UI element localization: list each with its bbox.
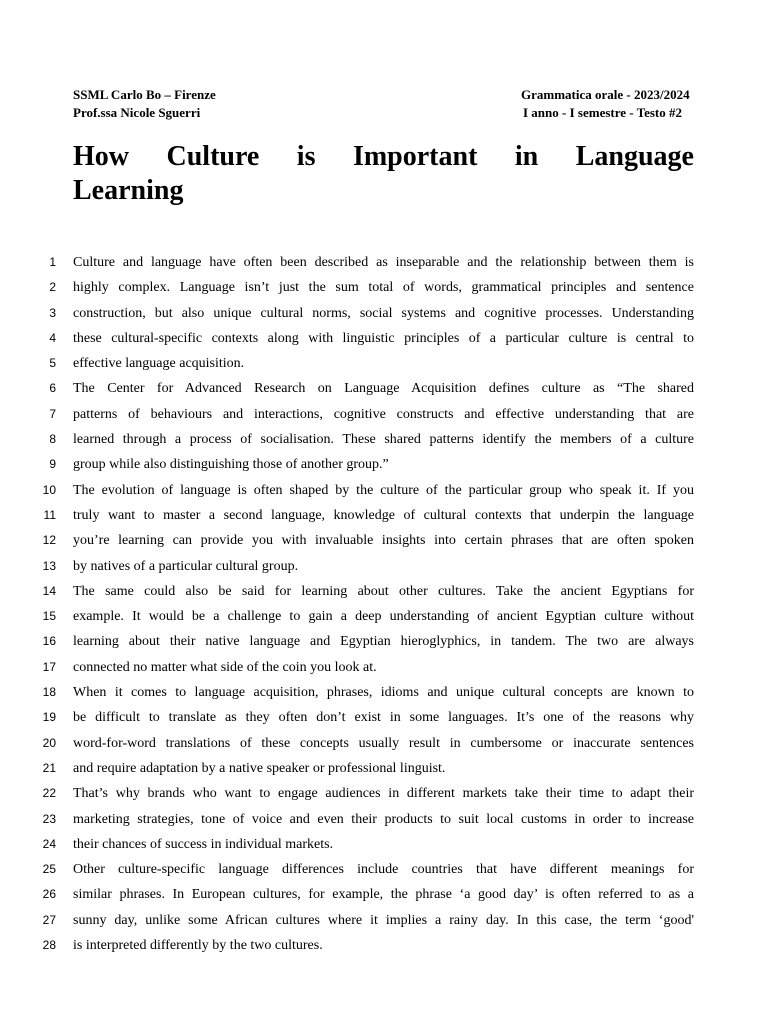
text-line <box>0 326 768 351</box>
line-number: 5 <box>49 356 56 371</box>
line-text: is interpreted differently by the two cultures. <box>73 938 323 954</box>
line-number: 4 <box>49 330 56 345</box>
line-number: 20 <box>42 735 56 750</box>
line-text: patterns of behaviours and interactions, cognitive constructs and effective understanding that are <box>73 406 694 422</box>
line-text: group while also distinguishing those of another group.” <box>73 457 389 473</box>
line-number: 14 <box>42 583 56 598</box>
line-text: That’s why brands who want to engage audiences in different markets take their time to adapt their <box>73 786 694 802</box>
text-line <box>0 579 768 604</box>
school-name: SSML Carlo Bo – Firenze <box>73 87 216 102</box>
line-number: 23 <box>42 811 56 826</box>
line-number: 22 <box>42 786 56 801</box>
line-text: example. It would be a challenge to gain a deep understanding of ancient Egyptian culture without <box>73 609 694 625</box>
line-text: connected no matter what side of the coin you look at. <box>73 659 377 675</box>
line-text: by natives of a particular cultural group. <box>73 558 299 574</box>
line-number: 15 <box>42 609 56 624</box>
line-text: similar phrases. In European cultures, for example, the phrase ‘a good day’ is often referred to as a <box>73 887 694 903</box>
line-number: 24 <box>42 836 56 851</box>
text-line <box>0 402 768 427</box>
line-text: their chances of success in individual markets. <box>73 836 334 852</box>
text-line <box>0 376 768 401</box>
line-text: effective language acquisition. <box>73 356 245 372</box>
text-line <box>0 301 768 326</box>
text-line <box>0 933 768 958</box>
line-text: learned through a process of socialisation. These shared patterns identify the members of a culture <box>73 432 694 448</box>
title-line-2: Learning <box>73 175 184 206</box>
header-left <box>73 86 373 122</box>
text-line <box>0 655 768 680</box>
text-line <box>0 857 768 882</box>
line-number: 25 <box>42 862 56 877</box>
line-text: Other culture-specific language differences include countries that have different meanings for <box>73 862 694 878</box>
course-year: Grammatica orale - 2023/2024 <box>521 87 690 102</box>
document-title <box>73 140 694 208</box>
professor-name: Prof.ssa Nicole Sguerri <box>73 105 201 120</box>
line-number: 2 <box>49 280 56 295</box>
text-line <box>0 629 768 654</box>
line-number: 3 <box>49 305 56 320</box>
line-text: Culture and language have often been described as inseparable and the relationship between them is <box>73 255 694 270</box>
line-number: 7 <box>49 406 56 421</box>
text-line <box>0 452 768 477</box>
line-text: word-for-word translations of these concepts usually result in cumbersome or inaccurate sentences <box>73 735 694 751</box>
line-text: these cultural-specific contexts along with linguistic principles of a particular culture is central to <box>73 330 694 346</box>
text-line <box>0 427 768 452</box>
line-text: marketing strategies, tone of voice and even their products to suit local customs in order to increase <box>73 811 694 827</box>
line-number: 9 <box>49 457 56 472</box>
line-number: 6 <box>49 381 56 396</box>
line-text: When it comes to language acquisition, phrases, idioms and unique cultural concepts are known to <box>73 685 694 701</box>
text-line <box>0 781 768 806</box>
text-line <box>0 554 768 579</box>
line-number: 18 <box>42 685 56 700</box>
text-line <box>0 351 768 376</box>
text-line <box>0 756 768 781</box>
text-line <box>0 832 768 857</box>
numbered-body-text <box>0 250 768 958</box>
text-line <box>0 604 768 629</box>
line-number: 27 <box>42 912 56 927</box>
line-text: construction, but also unique cultural norms, social systems and cognitive processes. Understanding <box>73 305 694 321</box>
line-text: highly complex. Language isn’t just the sum total of words, grammatical principles and sentence <box>73 280 694 296</box>
text-line <box>0 680 768 705</box>
title-line-1: How Culture is Important in Language <box>73 141 694 172</box>
line-number: 17 <box>42 659 56 674</box>
line-number: 28 <box>42 938 56 953</box>
line-text: The Center for Advanced Research on Language Acquisition defines culture as “The shared <box>73 381 694 397</box>
header-right <box>389 86 689 122</box>
text-line <box>0 882 768 907</box>
line-number: 26 <box>42 887 56 902</box>
line-text: truly want to master a second language, knowledge of cultural contexts that underpin the language <box>73 507 694 523</box>
text-line <box>0 908 768 933</box>
line-number: 19 <box>42 710 56 725</box>
line-number: 12 <box>42 533 56 548</box>
line-number: 1 <box>49 255 56 269</box>
text-line <box>0 478 768 503</box>
line-text: The evolution of language is often shaped by the culture of the particular group who speak it. If you <box>73 482 694 498</box>
text-line <box>0 250 768 275</box>
text-line <box>0 807 768 832</box>
text-line <box>0 731 768 756</box>
semester-text-number: I anno - I semestre - Testo #2 <box>523 105 683 120</box>
text-line <box>0 275 768 300</box>
line-text: be difficult to translate as they often don’t exist in some languages. It’s one of the reasons why <box>73 710 694 726</box>
line-text: sunny day, unlike some African cultures where it implies a rainy day. In this case, the term ‘good' <box>73 912 694 928</box>
line-number: 13 <box>42 558 56 573</box>
line-number: 11 <box>43 507 56 522</box>
line-text: and require adaptation by a native speaker or professional linguist. <box>73 760 446 776</box>
text-line <box>0 705 768 730</box>
line-text: learning about their native language and Egyptian hieroglyphics, in tandem. The two are always <box>73 634 694 650</box>
line-number: 16 <box>42 634 56 649</box>
text-line <box>0 528 768 553</box>
line-number: 21 <box>42 760 56 775</box>
line-number: 10 <box>42 482 56 497</box>
line-text: The same could also be said for learning about other cultures. Take the ancient Egyptians for <box>73 583 694 599</box>
line-text: you’re learning can provide you with invaluable insights into certain phrases that are often spoken <box>73 533 694 549</box>
text-line <box>0 503 768 528</box>
line-number: 8 <box>49 432 56 447</box>
